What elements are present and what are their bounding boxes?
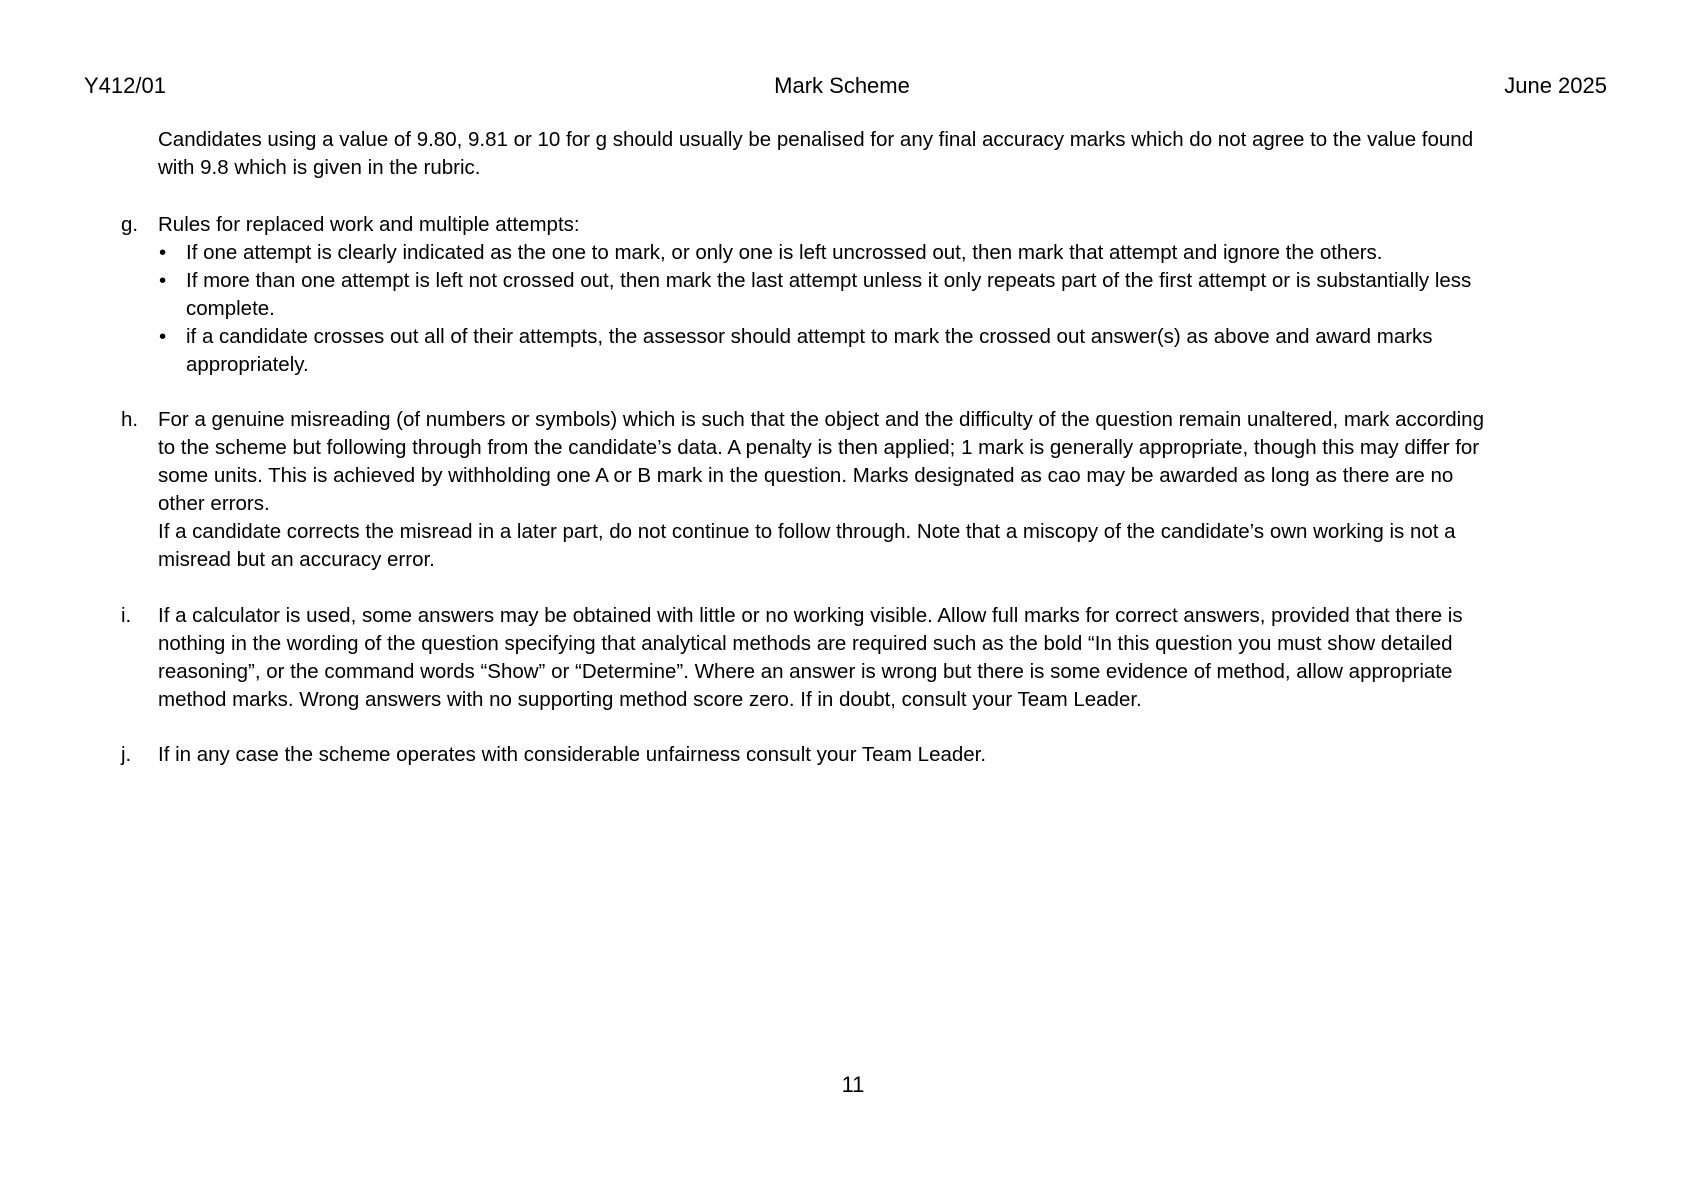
item-label-g: g.	[121, 213, 139, 236]
header-date: June 2025	[1504, 73, 1607, 98]
bullet-line: If one attempt is clearly indicated as the one to mark, or only one is left uncrossed out, then mark that attempt and ignore the others.	[186, 241, 1383, 264]
intro-line: with 9.8 which is given in the rubric.	[158, 156, 481, 179]
item-label-h: h.	[121, 408, 139, 431]
item-j-line: If in any case the scheme operates with considerable unfairness consult your Team Leader.	[158, 743, 987, 766]
bullet-line: If more than one attempt is left not crossed out, then mark the last attempt unless it only repeats part of the first attempt or is substantially less	[186, 269, 1472, 292]
item-h-line: If a candidate corrects the misread in a later part, do not continue to follow through. Note that a miscopy of the candidate’s own working is not a	[158, 520, 1456, 543]
header-paper-code: Y412/01	[84, 73, 166, 98]
intro-line: Candidates using a value of 9.80, 9.81 or 10 for g should usually be penalised for any final accuracy marks which do not agree to the value found	[158, 128, 1474, 151]
item-i-line: method marks. Wrong answers with no supporting method score zero. If in doubt, consult your Team Leader.	[158, 688, 1142, 711]
item-h-line: other errors.	[158, 492, 270, 515]
item-g-line: Rules for replaced work and multiple attempts:	[158, 213, 580, 236]
page-number: 11	[841, 1072, 865, 1097]
item-h-line: For a genuine misreading (of numbers or symbols) which is such that the object and the difficulty of the question remain unaltered, mark according	[158, 408, 1484, 431]
item-label-j: j.	[121, 743, 132, 766]
bullet-line: appropriately.	[186, 353, 309, 376]
bullet-line: complete.	[186, 297, 275, 320]
header-title: Mark Scheme	[774, 73, 910, 98]
bullet-icon: •	[159, 241, 167, 264]
item-label-i: i.	[121, 604, 132, 627]
item-i-line: If a calculator is used, some answers may be obtained with little or no working visible. Allow full marks for correct answers, provided that there is	[158, 604, 1463, 627]
item-h-line: misread but an accuracy error.	[158, 548, 435, 571]
bullet-icon: •	[159, 269, 167, 292]
item-i-line: reasoning”, or the command words “Show” or “Determine”. Where an answer is wrong but there is some evidence of method, allow appropriate	[158, 660, 1453, 683]
item-h-line: to the scheme but following through from the candidate’s data. A penalty is then applied; 1 mark is generally appropriate, though this may differ for	[158, 436, 1480, 459]
item-i-line: nothing in the wording of the question specifying that analytical methods are required such as the bold “In this question you must show detailed	[158, 632, 1453, 655]
bullet-line: if a candidate crosses out all of their attempts, the assessor should attempt to mark the crossed out answer(s) as above and award marks	[186, 325, 1433, 348]
bullet-icon: •	[159, 325, 167, 348]
item-h-line: some units. This is achieved by withholding one A or B mark in the question. Marks designated as cao may be awarded as long as there are no	[158, 464, 1454, 487]
